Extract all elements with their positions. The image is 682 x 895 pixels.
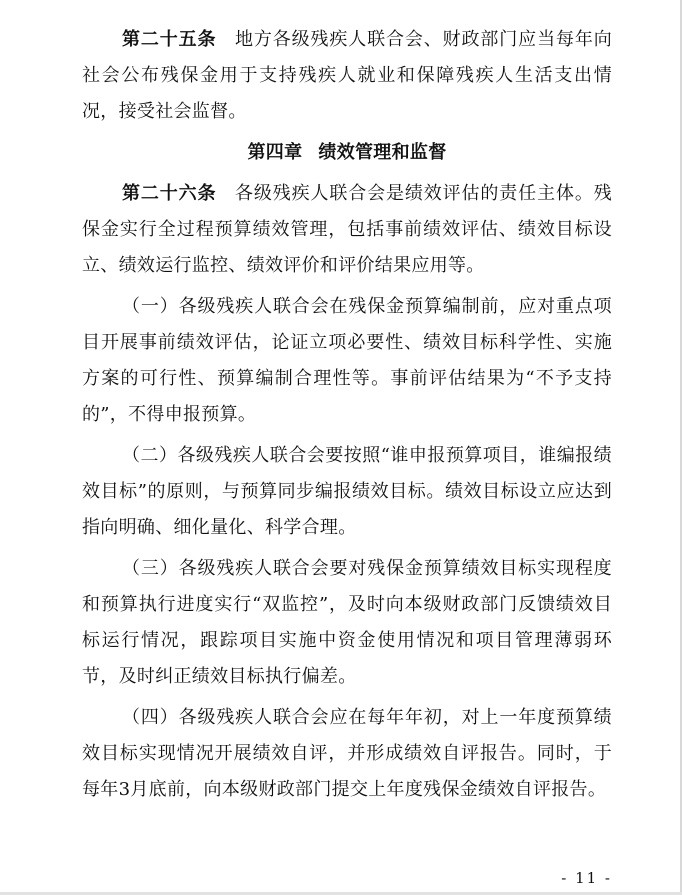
item-3: （三）各级残疾人联合会要对残保金预算绩效目标实现程度和预算执行进度实行“双监控”，及时向本级财政部门反馈绩效目标运行情况，跟踪项目实施中资金使用情况和项目管理薄弱环节，及时纠正绩效目标执行偏差。 bbox=[82, 558, 612, 687]
chapter-4-number: 第四章 bbox=[247, 142, 303, 163]
article-25-text: 地方各级残疾人联合会、财政部门应当每年向社会公布残保金用于支持残疾人就业和保障残疾人生活支出情况，接受社会监督。 bbox=[82, 29, 613, 122]
chapter-4-title: 绩效管理和监督 bbox=[318, 142, 447, 163]
item-2: （二）各级残疾人联合会要按照“谁申报预算项目，谁编报绩效目标”的原则，与预算同步编报绩效目标。绩效目标设立应达到指向明确、细化量化、科学合理。 bbox=[82, 445, 612, 538]
article-26-text: 各级残疾人联合会是绩效评估的责任主体。残保金实行全过程预算绩效管理，包括事前绩效评估、绩效目标设立、绩效运行监控、绩效评价和评价结果应用等。 bbox=[82, 183, 613, 276]
article-26 bbox=[82, 176, 612, 284]
chapter-4-heading bbox=[82, 135, 612, 171]
article-26-number: 第二十六条 bbox=[122, 183, 217, 204]
article-25-number: 第二十五条 bbox=[122, 29, 217, 50]
article-25 bbox=[82, 22, 612, 130]
document-body bbox=[82, 22, 612, 808]
item-1: （一）各级残疾人联合会在残保金预算编制前，应对重点项目开展事前绩效评估，论证立项必要性、绩效目标科学性、实施方案的可行性、预算编制合理性等。事前评估结果为“不予支持的”，不得申报预算。 bbox=[82, 296, 612, 425]
page-number: - 11 - bbox=[561, 869, 612, 887]
item-4: （四）各级残疾人联合会应在每年年初，对上一年度预算绩效目标实现情况开展绩效自评，并形成绩效自评报告。同时，于每年3月底前，向本级财政部门提交上年度残保金绩效自评报告。 bbox=[82, 707, 612, 800]
